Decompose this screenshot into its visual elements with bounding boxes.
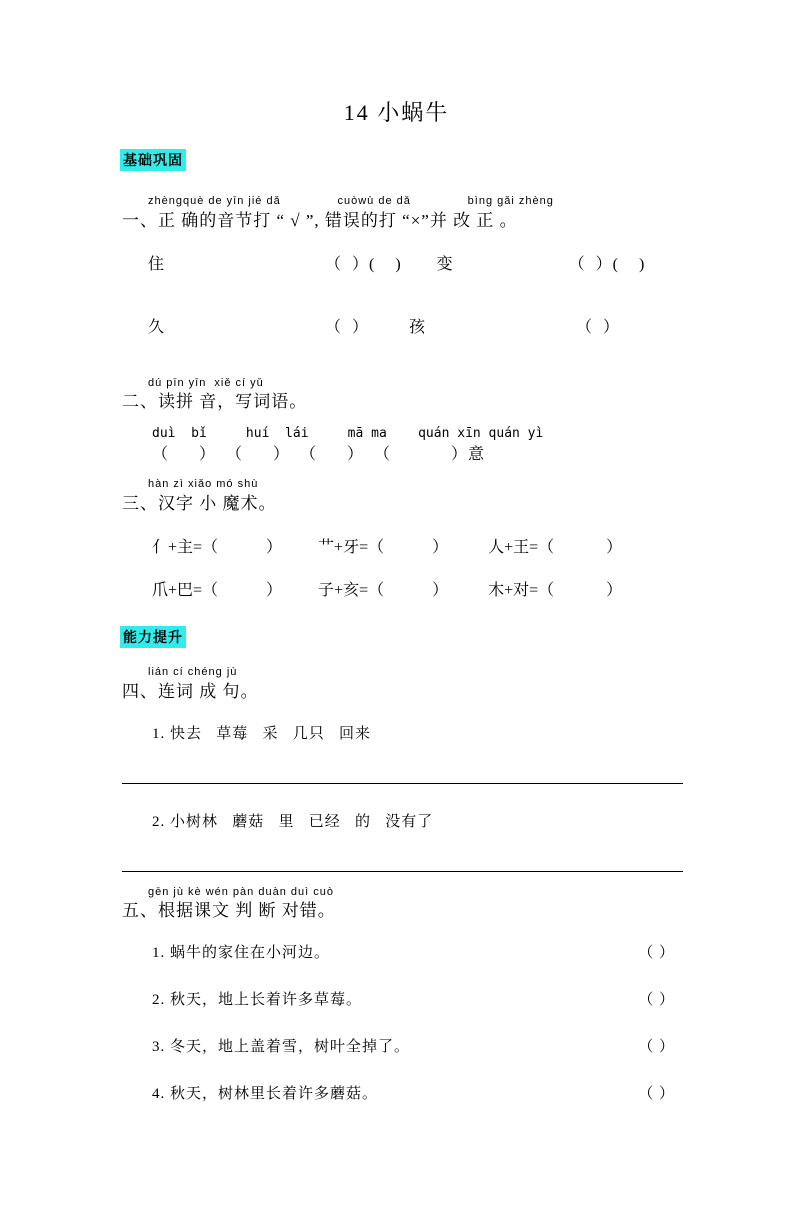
q5-item-2-text: 2. 秋天，地上长着许多草莓。: [152, 992, 363, 1009]
q5-item-3-text: 3. 冬天，地上盖着雪，树叶全掉了。: [152, 1039, 411, 1056]
q5-item-1-text: 1. 蜗牛的家住在小河边。: [152, 945, 331, 962]
worksheet-body: [0, 149, 793, 1103]
q5-item-row: [122, 941, 693, 962]
q5-item-3-mark[interactable]: （ ）: [638, 1039, 675, 1056]
q3-pinyin: hàn zì xiǎo mó shù: [148, 478, 259, 491]
q4-heading: 四、连词 成 句。: [122, 681, 259, 701]
q5-item-4-mark[interactable]: （ ）: [638, 1086, 675, 1103]
q3-heading: 三、汉字 小 魔术。: [122, 493, 277, 513]
q5-item-row: [122, 1082, 693, 1103]
question-1: [122, 195, 693, 337]
q1-pinyin: zhèngquè de yīn jié dǎ cuòwù de dǎ bìng gǎi zhèng: [148, 195, 554, 207]
worksheet-page: [0, 96, 793, 1218]
q1-row-2[interactable]: 久 （ ） 孩 （ ）: [148, 318, 621, 336]
question-4: [122, 666, 693, 872]
q3-row-1[interactable]: 亻+主=（ ） 艹+牙=（ ） 人+王=（ ）: [152, 538, 623, 556]
q2-heading: 二、读拼 音，写词语。: [122, 392, 308, 412]
q5-item-row: [122, 988, 693, 1009]
q2-answer-blanks[interactable]: （ ） （ ） （ ） （ ）意: [152, 446, 486, 464]
q5-item-4-text: 4. 秋天，树林里长着许多蘑菇。: [152, 1086, 379, 1103]
page-title: 14 小蜗牛: [343, 100, 450, 125]
question-2: [122, 377, 693, 465]
q4-pinyin: lián cí chéng jù: [148, 665, 238, 678]
q1-row-1[interactable]: 住 （ ）( ) 变 （ ）( ): [148, 255, 646, 273]
q5-item-1-mark[interactable]: （ ）: [638, 945, 675, 962]
q4-item-1: 1. 快去 草莓 采 几只 回来: [152, 725, 372, 742]
q4-item-2: 2. 小树林 蘑菇 里 已经 的 没有了: [152, 813, 434, 830]
section-ability-header: [120, 626, 693, 648]
q2-word-pinyin: duì bǐ huí lái mā ma quán xīn quán yì: [152, 426, 544, 442]
q1-heading: 一、正 确的音节打 “ √ ”, 错误的打 “×”并 改 正 。: [122, 210, 518, 230]
q5-heading: 五、根据课文 判 断 对错。: [122, 901, 336, 921]
q5-pinyin: gēn jù kè wén pàn duàn duì cuò: [148, 885, 334, 898]
q2-pinyin: dú pīn yīn xiě cí yǔ: [148, 376, 264, 389]
q5-item-row: [122, 1035, 693, 1056]
question-3: [122, 478, 693, 600]
question-5: [122, 886, 693, 1104]
q3-row-2[interactable]: 爪+巴=（ ） 子+亥=（ ） 木+对=（ ）: [152, 581, 623, 599]
badge-ability: 能力提升: [120, 626, 186, 648]
q5-item-2-mark[interactable]: （ ）: [638, 992, 675, 1009]
section-basic-header: [120, 149, 693, 171]
badge-basic: 基础巩固: [120, 149, 186, 171]
